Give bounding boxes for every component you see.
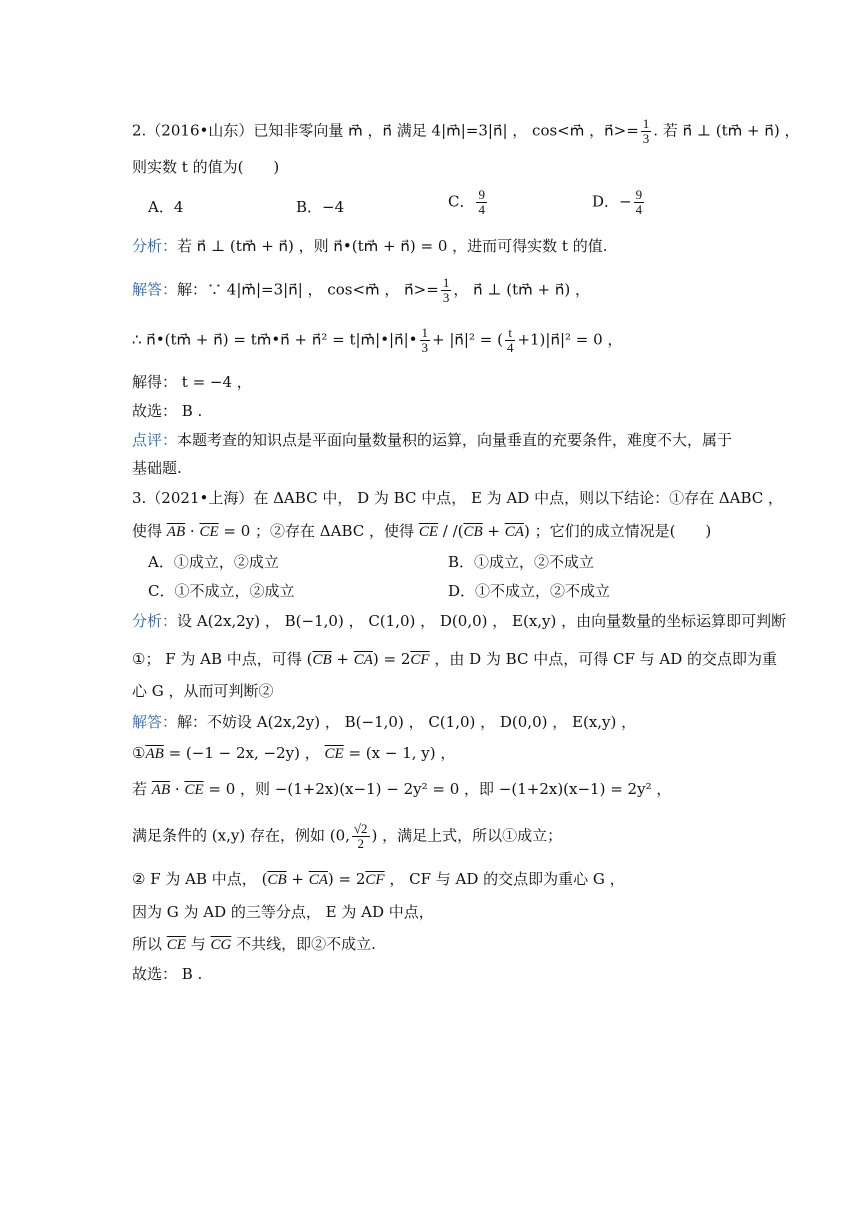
q3-option-c[interactable]: C．①不成立，②成立 [148, 582, 295, 600]
plus-operator: + [482, 522, 505, 540]
answer-text: + |n⃗|² = ( [432, 330, 503, 349]
plus-operator: + [286, 870, 309, 888]
q3-option-d[interactable]: D．①不成立，②不成立 [448, 582, 611, 600]
fraction-numerator: t [505, 326, 516, 341]
fraction-denominator: 4 [478, 202, 485, 217]
q3-answer-line7 [132, 934, 376, 955]
vector-ce: $\overline{CE}$ [166, 937, 186, 953]
q3-answer-line5 [132, 869, 625, 890]
answer-text: +1)|n⃗|² = 0 ， [517, 330, 623, 349]
fraction [634, 188, 645, 217]
fraction-denominator: 4 [635, 202, 643, 217]
fraction-denominator: 3 [642, 131, 650, 146]
vector-ab: $\overline{AB}$ [145, 746, 164, 762]
plus-operator: + [331, 650, 354, 668]
fraction-denominator: 4 [506, 340, 514, 355]
vector-ce: $\overline{CE}$ [184, 782, 204, 798]
fraction-numerator: 9 [635, 187, 643, 202]
q2-comment-line1 [132, 430, 732, 450]
q2-stem-text: 2.（2016•山东）已知非零向量 m⃗ ，n⃗ 满足 4|m⃗|=3|n⃗| ， cos<m⃗ ，n⃗>= [132, 121, 639, 140]
fraction-numerator: 1 [442, 275, 450, 290]
analysis-text: 设 A(2x,2y) ， B(−1,0) ， C(1,0) ， D(0,0) ， E(x,y) ，由向量数量的坐标运算即可判断 [177, 612, 787, 630]
answer-text: 解：∵ 4|m⃗|=3|n⃗| ， cos<m⃗ ， n⃗>= [177, 280, 439, 299]
fraction [641, 117, 652, 146]
fraction [441, 276, 452, 305]
answer-text: 满足条件的 (x,y) 存在，例如 (0, [132, 826, 350, 845]
option-label: C． [448, 192, 475, 211]
vector-cf: $\overline{CF}$ [365, 872, 385, 888]
answer-text: 解：不妨设 A(2x,2y) ， B(−1,0) ， C(1,0) ， D(0,0) ， E(x,y) ， [177, 713, 637, 731]
fraction [352, 822, 370, 851]
fraction-denominator: 2 [357, 836, 364, 851]
answer-text: = (x − 1, y) ， [348, 744, 456, 762]
q2-stem-tail: . 若 n⃗ ⊥ (tm⃗ + n⃗) ， [653, 121, 800, 140]
fraction-numerator: 1 [421, 325, 429, 340]
answer-text: ① [132, 744, 146, 762]
parallel-operator: / /( [437, 522, 464, 540]
answer-text: ， n⃗ ⊥ (tm⃗ + n⃗) ， [453, 280, 590, 299]
paren: ( [261, 870, 268, 888]
answer-text: 所以 [132, 935, 163, 953]
comment-label: 点评： [132, 431, 178, 449]
answer-text: ② F 为 AB 中点， [132, 870, 257, 888]
answer-text: = (−1 − 2x, −2y) ， [168, 744, 320, 762]
q2-solve: 解得： t = −4 ， [132, 373, 252, 391]
q2-option-d[interactable] [592, 188, 646, 217]
answer-text: = 0 ，则 −(1+2x)(x−1) − 2y² = 0 ，即 −(1+2x)(x−1) = 2y² ， [208, 780, 672, 798]
q2-comment-line2: 基础题. [132, 459, 182, 477]
fraction-numerator: 9 [478, 187, 485, 202]
answer-text: 与 [190, 935, 206, 953]
q2-answer-line2 [132, 326, 622, 355]
vector-cb: $\overline{CB}$ [312, 652, 332, 668]
q3-stem-line2: 使得 $\overline{AB} \cdot \overline{CE} = 0$ ；②存在 ΔABC ，使得 $\overline{CE} / /(\overline{CB} + \overline{CA})$ ；它们的成立情况是( ) [132, 522, 712, 540]
answer-text: ) ，满足上式，所以①成立； [371, 826, 563, 845]
q3-answer-line1 [132, 712, 636, 732]
q2-option-c[interactable] [448, 188, 489, 217]
q3-answer-line3 [132, 779, 671, 800]
q3-stem-line1: 3.（2021•上海）在 ΔABC 中， D 为 BC 中点， E 为 AD 中点，则以下结论：①存在 ΔABC ， [132, 489, 784, 507]
vector-ce: $\overline{CE}$ [199, 524, 219, 540]
fraction-denominator: 3 [421, 340, 429, 355]
q3-analysis-line3: 心 G ，从而可判断② [132, 682, 274, 700]
vector-cg: $\overline{CG}$ [210, 937, 232, 953]
q2-option-b[interactable]: B．−4 [296, 198, 345, 216]
answer-text: 若 [132, 780, 148, 798]
option-label: D．− [592, 192, 632, 211]
stem-text: 使得 [132, 522, 163, 540]
analysis-label: 分析： [132, 612, 178, 630]
analysis-text: ①； F 为 AB 中点，可得 [132, 650, 302, 668]
answer-label: 解答： [132, 713, 178, 731]
vector-cf: $\overline{CF}$ [410, 652, 430, 668]
q3-answer-line4 [132, 822, 562, 851]
fraction-denominator: 3 [442, 290, 450, 305]
vector-ca: $\overline{CA}$ [353, 652, 373, 668]
stem-text: = 0 ；②存在 ΔABC ，使得 [223, 522, 415, 540]
vector-cb: $\overline{CB}$ [463, 524, 483, 540]
q3-choose: 故选： B . [132, 965, 203, 983]
q3-answer-line2 [132, 743, 455, 764]
fraction [505, 326, 516, 355]
fraction-numerator: 1 [642, 116, 650, 131]
analysis-label: 分析： [132, 237, 178, 255]
vector-ca: $\overline{CA}$ [504, 524, 524, 540]
fraction-numerator: √2 [353, 821, 368, 836]
answer-text: 不共线，即②不成立. [236, 935, 376, 953]
q3-option-b[interactable]: B．①成立，②不成立 [448, 553, 595, 571]
vector-ce: $\overline{CE}$ [418, 524, 438, 540]
q2-option-a[interactable]: A．4 [148, 198, 184, 216]
stem-text: ；它们的成立情况是( ) [534, 522, 712, 540]
fraction [420, 326, 431, 355]
answer-text: ， CF 与 AD 的交点即为重心 G ， [389, 870, 625, 888]
vector-ca: $\overline{CA}$ [308, 872, 328, 888]
vector-ab: $\overline{AB}$ [151, 782, 171, 798]
comment-text: 本题考查的知识点是平面向量数量积的运算，向量垂直的充要条件，难度不大，属于 [177, 431, 733, 449]
vector-cb: $\overline{CB}$ [267, 872, 287, 888]
dot-operator: · [185, 522, 200, 540]
answer-label: 解答： [132, 280, 178, 299]
q3-analysis-line2 [132, 649, 777, 670]
q2-analysis [132, 236, 607, 256]
equals-two: ) = 2 [327, 870, 366, 888]
q2-choose: 故选： B . [132, 402, 203, 420]
answer-text: ∴ n⃗•(tm⃗ + n⃗) = tm⃗•n⃗ + n⃗² = t|m⃗|•|n⃗|• [132, 330, 418, 349]
dot-operator: · [170, 780, 185, 798]
q3-option-a[interactable]: A．①成立，②成立 [148, 553, 279, 571]
q2-stem-line1 [132, 117, 799, 146]
paren: ( [306, 650, 313, 668]
analysis-text: ，由 D 为 BC 中点，可得 CF 与 AD 的交点即为重 [434, 650, 778, 668]
q2-stem-line2: 则实数 t 的值为( ) [132, 158, 280, 176]
fraction [476, 188, 487, 217]
q2-answer-line1 [132, 276, 590, 305]
q3-analysis-line1 [132, 611, 786, 631]
vector-ce: $\overline{CE}$ [324, 746, 344, 762]
vector-ab: $\overline{AB}$ [166, 524, 186, 540]
equals-two: ) = 2 [372, 650, 411, 668]
q3-answer-line6: 因为 G 为 AD 的三等分点， E 为 AD 中点， [132, 903, 434, 921]
analysis-text: 若 n⃗ ⊥ (tm⃗ + n⃗) ，则 n⃗•(tm⃗ + n⃗) = 0 ，进而可得实数 t 的值. [177, 237, 608, 255]
